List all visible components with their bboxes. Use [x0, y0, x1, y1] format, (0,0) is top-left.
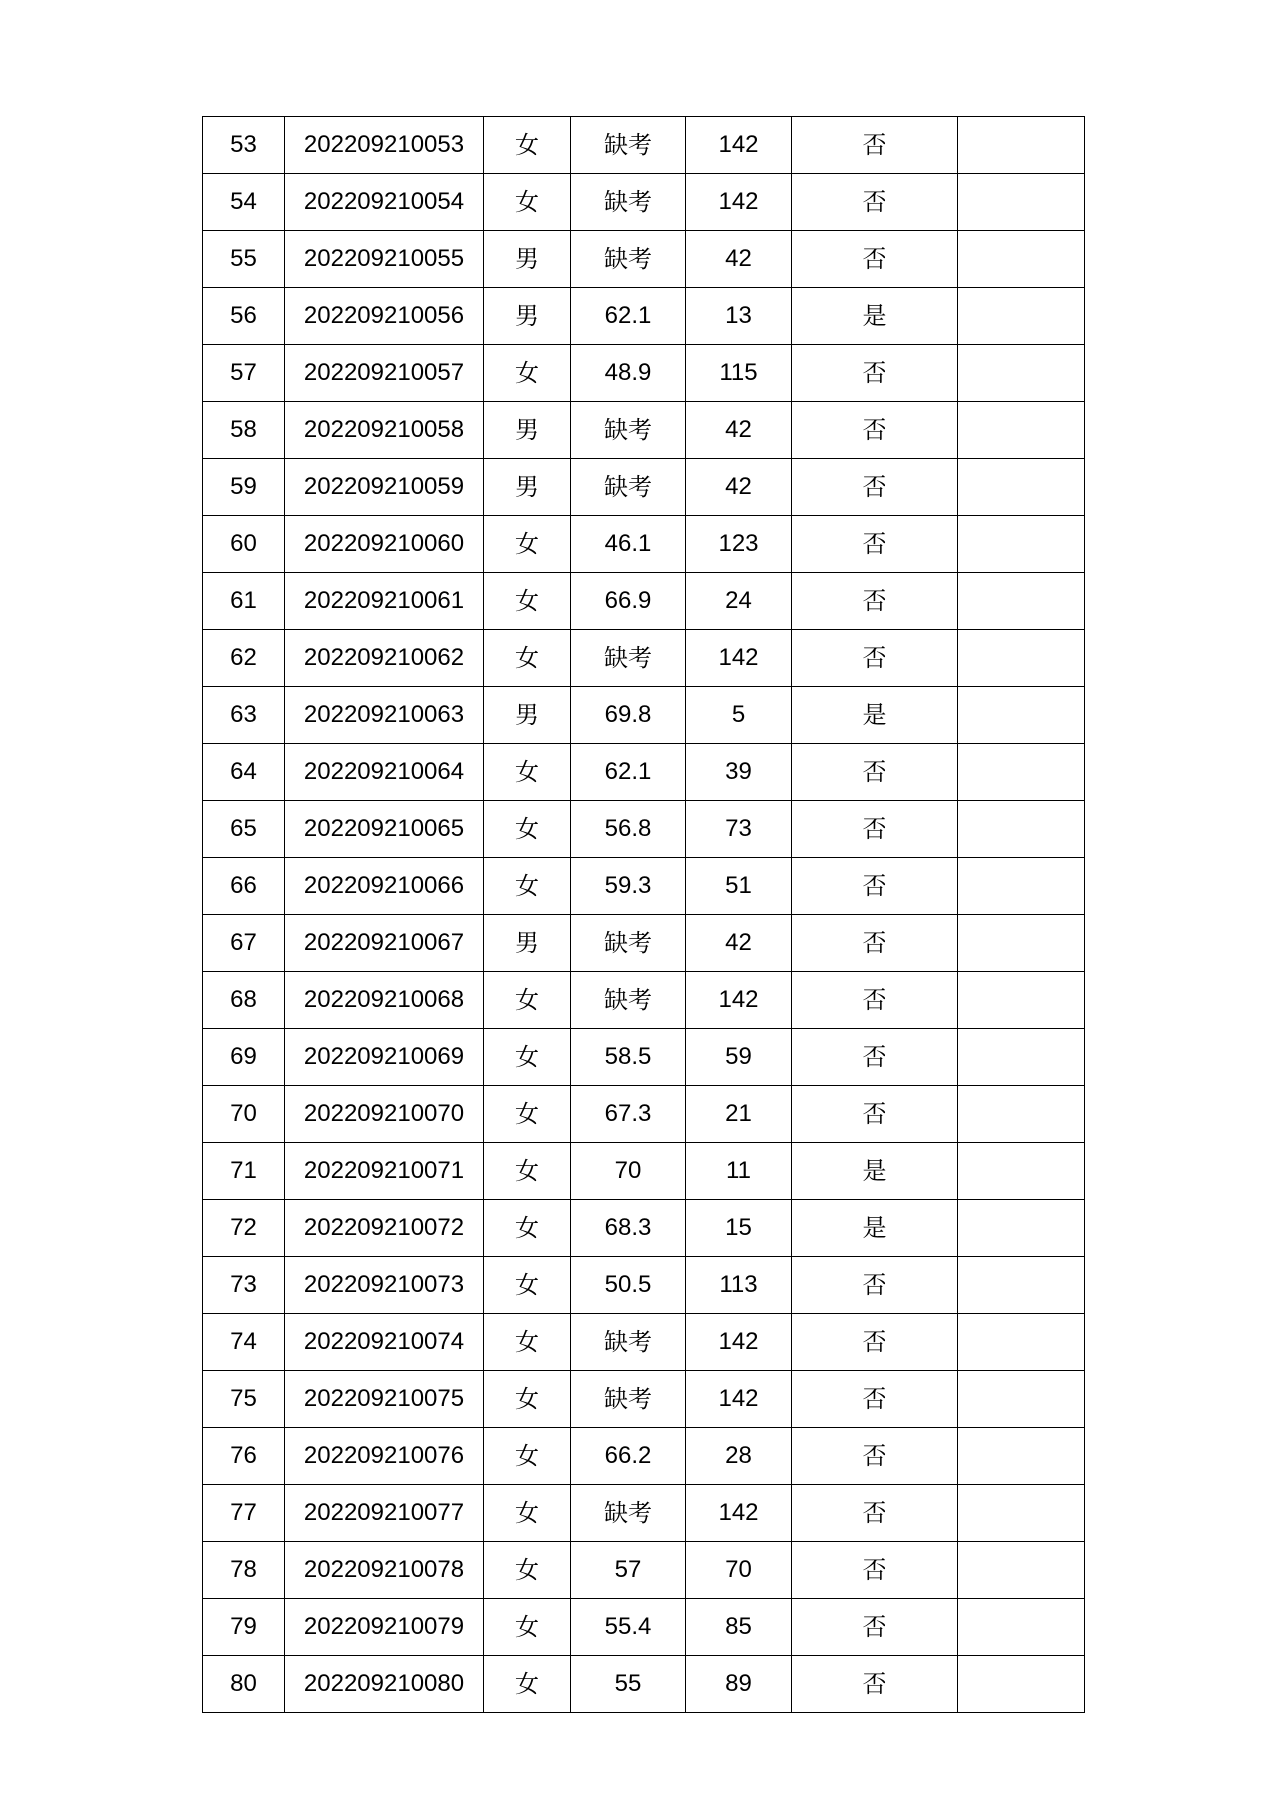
- selected-cell: 是: [792, 1143, 958, 1200]
- table-row: [203, 1371, 1085, 1428]
- remark-cell: [958, 459, 1085, 516]
- table-row: [203, 345, 1085, 402]
- rank-cell: 5: [686, 687, 792, 744]
- remark-cell: [958, 915, 1085, 972]
- table-row: [203, 117, 1085, 174]
- row-number-cell: 57: [203, 345, 285, 402]
- exam-id-cell: 202209210053: [285, 117, 484, 174]
- table-row: [203, 288, 1085, 345]
- exam-id-cell: 202209210062: [285, 630, 484, 687]
- selected-cell: 否: [792, 1257, 958, 1314]
- selected-cell: 否: [792, 573, 958, 630]
- row-number-cell: 63: [203, 687, 285, 744]
- row-number-cell: 59: [203, 459, 285, 516]
- row-number-cell: 71: [203, 1143, 285, 1200]
- rank-cell: 39: [686, 744, 792, 801]
- gender-cell: 女: [484, 1257, 571, 1314]
- selected-cell: 否: [792, 1542, 958, 1599]
- rank-cell: 51: [686, 858, 792, 915]
- row-number-cell: 61: [203, 573, 285, 630]
- score-cell: 缺考: [571, 972, 686, 1029]
- rank-cell: 123: [686, 516, 792, 573]
- table-row: [203, 516, 1085, 573]
- gender-cell: 女: [484, 1371, 571, 1428]
- selected-cell: 是: [792, 288, 958, 345]
- remark-cell: [958, 345, 1085, 402]
- remark-cell: [958, 1257, 1085, 1314]
- table-row: [203, 687, 1085, 744]
- row-number-cell: 64: [203, 744, 285, 801]
- row-number-cell: 73: [203, 1257, 285, 1314]
- score-cell: 70: [571, 1143, 686, 1200]
- results-table: [202, 116, 1085, 1713]
- remark-cell: [958, 1371, 1085, 1428]
- exam-id-cell: 202209210078: [285, 1542, 484, 1599]
- row-number-cell: 60: [203, 516, 285, 573]
- exam-id-cell: 202209210071: [285, 1143, 484, 1200]
- row-number-cell: 72: [203, 1200, 285, 1257]
- selected-cell: 否: [792, 1485, 958, 1542]
- remark-cell: [958, 1200, 1085, 1257]
- gender-cell: 女: [484, 744, 571, 801]
- score-cell: 缺考: [571, 459, 686, 516]
- rank-cell: 89: [686, 1656, 792, 1713]
- rank-cell: 28: [686, 1428, 792, 1485]
- exam-id-cell: 202209210066: [285, 858, 484, 915]
- remark-cell: [958, 858, 1085, 915]
- selected-cell: 否: [792, 345, 958, 402]
- selected-cell: 否: [792, 516, 958, 573]
- gender-cell: 男: [484, 231, 571, 288]
- selected-cell: 否: [792, 231, 958, 288]
- exam-id-cell: 202209210068: [285, 972, 484, 1029]
- score-cell: 缺考: [571, 174, 686, 231]
- rank-cell: 24: [686, 573, 792, 630]
- exam-id-cell: 202209210073: [285, 1257, 484, 1314]
- gender-cell: 女: [484, 345, 571, 402]
- selected-cell: 否: [792, 1371, 958, 1428]
- remark-cell: [958, 117, 1085, 174]
- selected-cell: 否: [792, 858, 958, 915]
- exam-id-cell: 202209210055: [285, 231, 484, 288]
- exam-id-cell: 202209210054: [285, 174, 484, 231]
- table-row: [203, 1599, 1085, 1656]
- score-cell: 66.2: [571, 1428, 686, 1485]
- rank-cell: 142: [686, 1485, 792, 1542]
- row-number-cell: 70: [203, 1086, 285, 1143]
- selected-cell: 否: [792, 915, 958, 972]
- table-body: [203, 117, 1085, 1713]
- selected-cell: 否: [792, 174, 958, 231]
- score-cell: 缺考: [571, 402, 686, 459]
- gender-cell: 男: [484, 288, 571, 345]
- table-row: [203, 1200, 1085, 1257]
- exam-id-cell: 202209210057: [285, 345, 484, 402]
- gender-cell: 男: [484, 915, 571, 972]
- score-cell: 58.5: [571, 1029, 686, 1086]
- gender-cell: 女: [484, 174, 571, 231]
- row-number-cell: 74: [203, 1314, 285, 1371]
- gender-cell: 女: [484, 858, 571, 915]
- gender-cell: 女: [484, 516, 571, 573]
- score-cell: 缺考: [571, 231, 686, 288]
- remark-cell: [958, 744, 1085, 801]
- remark-cell: [958, 1485, 1085, 1542]
- score-cell: 46.1: [571, 516, 686, 573]
- remark-cell: [958, 1029, 1085, 1086]
- selected-cell: 否: [792, 1656, 958, 1713]
- selected-cell: 否: [792, 1428, 958, 1485]
- table-row: [203, 1542, 1085, 1599]
- score-cell: 缺考: [571, 117, 686, 174]
- selected-cell: 否: [792, 801, 958, 858]
- remark-cell: [958, 516, 1085, 573]
- score-cell: 69.8: [571, 687, 686, 744]
- gender-cell: 男: [484, 402, 571, 459]
- remark-cell: [958, 1086, 1085, 1143]
- score-cell: 48.9: [571, 345, 686, 402]
- gender-cell: 女: [484, 1143, 571, 1200]
- rank-cell: 73: [686, 801, 792, 858]
- remark-cell: [958, 630, 1085, 687]
- exam-id-cell: 202209210067: [285, 915, 484, 972]
- row-number-cell: 68: [203, 972, 285, 1029]
- gender-cell: 女: [484, 1542, 571, 1599]
- table-row: [203, 744, 1085, 801]
- row-number-cell: 65: [203, 801, 285, 858]
- score-cell: 缺考: [571, 915, 686, 972]
- score-cell: 67.3: [571, 1086, 686, 1143]
- rank-cell: 113: [686, 1257, 792, 1314]
- row-number-cell: 54: [203, 174, 285, 231]
- gender-cell: 女: [484, 1485, 571, 1542]
- selected-cell: 否: [792, 630, 958, 687]
- remark-cell: [958, 1314, 1085, 1371]
- remark-cell: [958, 231, 1085, 288]
- gender-cell: 女: [484, 1086, 571, 1143]
- selected-cell: 否: [792, 1086, 958, 1143]
- score-cell: 缺考: [571, 1314, 686, 1371]
- table-row: [203, 402, 1085, 459]
- remark-cell: [958, 573, 1085, 630]
- rank-cell: 11: [686, 1143, 792, 1200]
- remark-cell: [958, 801, 1085, 858]
- table-row: [203, 858, 1085, 915]
- row-number-cell: 79: [203, 1599, 285, 1656]
- table-row: [203, 573, 1085, 630]
- selected-cell: 否: [792, 1314, 958, 1371]
- row-number-cell: 77: [203, 1485, 285, 1542]
- remark-cell: [958, 1599, 1085, 1656]
- table-row: [203, 1656, 1085, 1713]
- remark-cell: [958, 402, 1085, 459]
- exam-id-cell: 202209210076: [285, 1428, 484, 1485]
- score-cell: 55: [571, 1656, 686, 1713]
- row-number-cell: 69: [203, 1029, 285, 1086]
- gender-cell: 女: [484, 1029, 571, 1086]
- row-number-cell: 67: [203, 915, 285, 972]
- rank-cell: 70: [686, 1542, 792, 1599]
- row-number-cell: 53: [203, 117, 285, 174]
- table-row: [203, 1029, 1085, 1086]
- selected-cell: 否: [792, 744, 958, 801]
- score-cell: 56.8: [571, 801, 686, 858]
- exam-id-cell: 202209210069: [285, 1029, 484, 1086]
- gender-cell: 女: [484, 630, 571, 687]
- exam-id-cell: 202209210065: [285, 801, 484, 858]
- exam-id-cell: 202209210077: [285, 1485, 484, 1542]
- remark-cell: [958, 1143, 1085, 1200]
- rank-cell: 42: [686, 915, 792, 972]
- exam-id-cell: 202209210059: [285, 459, 484, 516]
- score-cell: 缺考: [571, 1485, 686, 1542]
- gender-cell: 女: [484, 801, 571, 858]
- gender-cell: 女: [484, 1599, 571, 1656]
- gender-cell: 女: [484, 1314, 571, 1371]
- row-number-cell: 58: [203, 402, 285, 459]
- rank-cell: 59: [686, 1029, 792, 1086]
- table-row: [203, 915, 1085, 972]
- exam-id-cell: 202209210080: [285, 1656, 484, 1713]
- rank-cell: 15: [686, 1200, 792, 1257]
- gender-cell: 女: [484, 1200, 571, 1257]
- exam-id-cell: 202209210061: [285, 573, 484, 630]
- row-number-cell: 76: [203, 1428, 285, 1485]
- row-number-cell: 78: [203, 1542, 285, 1599]
- score-cell: 66.9: [571, 573, 686, 630]
- rank-cell: 142: [686, 174, 792, 231]
- remark-cell: [958, 687, 1085, 744]
- score-cell: 55.4: [571, 1599, 686, 1656]
- score-cell: 68.3: [571, 1200, 686, 1257]
- table-row: [203, 1485, 1085, 1542]
- row-number-cell: 80: [203, 1656, 285, 1713]
- selected-cell: 否: [792, 117, 958, 174]
- table-row: [203, 231, 1085, 288]
- rank-cell: 42: [686, 459, 792, 516]
- exam-id-cell: 202209210063: [285, 687, 484, 744]
- table-row: [203, 174, 1085, 231]
- rank-cell: 21: [686, 1086, 792, 1143]
- rank-cell: 142: [686, 1314, 792, 1371]
- table-row: [203, 1314, 1085, 1371]
- gender-cell: 女: [484, 573, 571, 630]
- selected-cell: 是: [792, 687, 958, 744]
- gender-cell: 男: [484, 687, 571, 744]
- exam-id-cell: 202209210072: [285, 1200, 484, 1257]
- selected-cell: 否: [792, 1029, 958, 1086]
- table-row: [203, 1143, 1085, 1200]
- remark-cell: [958, 288, 1085, 345]
- rank-cell: 115: [686, 345, 792, 402]
- rank-cell: 42: [686, 402, 792, 459]
- rank-cell: 42: [686, 231, 792, 288]
- table-row: [203, 1428, 1085, 1485]
- remark-cell: [958, 1656, 1085, 1713]
- score-cell: 59.3: [571, 858, 686, 915]
- table-row: [203, 1257, 1085, 1314]
- selected-cell: 否: [792, 459, 958, 516]
- table-row: [203, 972, 1085, 1029]
- row-number-cell: 62: [203, 630, 285, 687]
- score-cell: 50.5: [571, 1257, 686, 1314]
- gender-cell: 女: [484, 1656, 571, 1713]
- remark-cell: [958, 972, 1085, 1029]
- score-cell: 缺考: [571, 630, 686, 687]
- exam-id-cell: 202209210075: [285, 1371, 484, 1428]
- gender-cell: 女: [484, 1428, 571, 1485]
- table-row: [203, 459, 1085, 516]
- exam-id-cell: 202209210074: [285, 1314, 484, 1371]
- exam-id-cell: 202209210060: [285, 516, 484, 573]
- row-number-cell: 56: [203, 288, 285, 345]
- remark-cell: [958, 1428, 1085, 1485]
- rank-cell: 142: [686, 630, 792, 687]
- rank-cell: 142: [686, 972, 792, 1029]
- gender-cell: 女: [484, 117, 571, 174]
- selected-cell: 否: [792, 1599, 958, 1656]
- exam-id-cell: 202209210079: [285, 1599, 484, 1656]
- selected-cell: 是: [792, 1200, 958, 1257]
- table-row: [203, 1086, 1085, 1143]
- selected-cell: 否: [792, 972, 958, 1029]
- exam-id-cell: 202209210056: [285, 288, 484, 345]
- rank-cell: 85: [686, 1599, 792, 1656]
- table-row: [203, 801, 1085, 858]
- rank-cell: 13: [686, 288, 792, 345]
- score-cell: 62.1: [571, 744, 686, 801]
- rank-cell: 142: [686, 1371, 792, 1428]
- row-number-cell: 66: [203, 858, 285, 915]
- row-number-cell: 75: [203, 1371, 285, 1428]
- score-cell: 缺考: [571, 1371, 686, 1428]
- remark-cell: [958, 1542, 1085, 1599]
- gender-cell: 男: [484, 459, 571, 516]
- exam-id-cell: 202209210058: [285, 402, 484, 459]
- score-cell: 57: [571, 1542, 686, 1599]
- remark-cell: [958, 174, 1085, 231]
- rank-cell: 142: [686, 117, 792, 174]
- table-row: [203, 630, 1085, 687]
- row-number-cell: 55: [203, 231, 285, 288]
- exam-id-cell: 202209210064: [285, 744, 484, 801]
- exam-id-cell: 202209210070: [285, 1086, 484, 1143]
- score-cell: 62.1: [571, 288, 686, 345]
- gender-cell: 女: [484, 972, 571, 1029]
- selected-cell: 否: [792, 402, 958, 459]
